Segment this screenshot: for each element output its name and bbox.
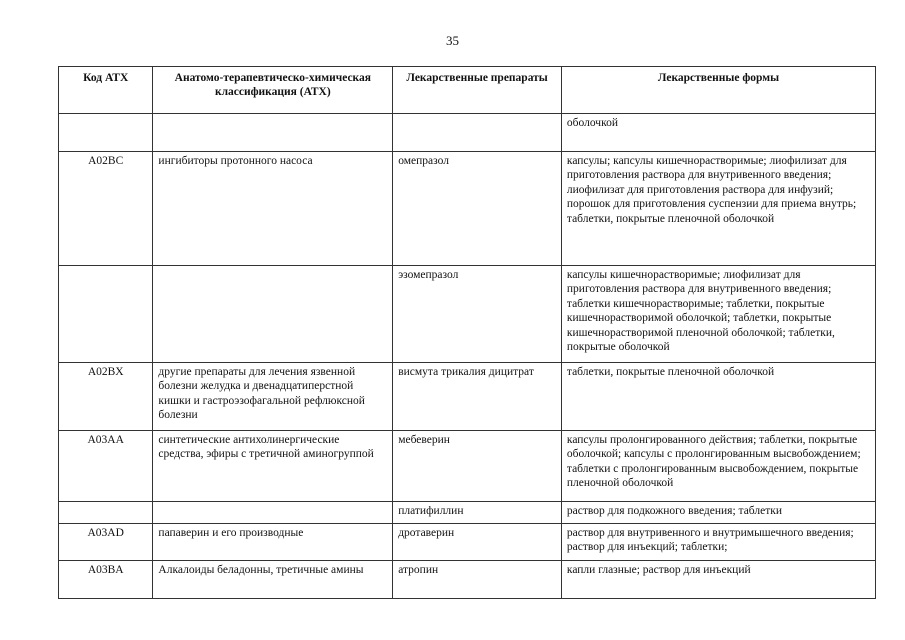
- header-code: Код АТХ: [59, 67, 153, 114]
- cell-drug: омепразол: [393, 152, 562, 266]
- cell-classification: [153, 266, 393, 363]
- cell-drug: мебеверин: [393, 431, 562, 502]
- table-row: [59, 363, 876, 431]
- cell-drug: дротаверин: [393, 524, 562, 561]
- cell-form: капли глазные; раствор для инъекций: [561, 561, 875, 599]
- cell-drug: атропин: [393, 561, 562, 599]
- cell-code: [59, 266, 153, 363]
- cell-classification: другие препараты для лечения язвенной болезни желудка и двенадцатиперстной кишки и гастроэзофагальной рефлюксной болезни: [153, 363, 393, 431]
- cell-form: капсулы пролонгированного действия; таблетки, покрытые оболочкой; капсулы с пролонгированным высвобождением; таблетки с пролонгированным высвобождением, покрытые пленочной оболочкой: [561, 431, 875, 502]
- header-drugs: Лекарственные препараты: [393, 67, 562, 114]
- cell-code: [59, 502, 153, 524]
- page-number: 35: [446, 33, 459, 48]
- cell-classification: папаверин и его производные: [153, 524, 393, 561]
- cell-code: A03AA: [59, 431, 153, 502]
- cell-form: капсулы; капсулы кишечнорастворимые; лиофилизат для приготовления раствора для внутривенного введения; лиофилизат для приготовления раствора для инфузий; порошок для приготовления суспензии для приема внутрь; таблетки, покрытые пленочной оболочкой: [561, 152, 875, 266]
- cell-code: [59, 114, 153, 152]
- cell-classification: [153, 502, 393, 524]
- table-row: [59, 502, 876, 524]
- cell-form: таблетки, покрытые пленочной оболочкой: [561, 363, 875, 431]
- cell-drug: висмута трикалия дицитрат: [393, 363, 562, 431]
- table-row: [59, 561, 876, 599]
- table-row: [59, 266, 876, 363]
- table-row: [59, 431, 876, 502]
- cell-drug: эзомепразол: [393, 266, 562, 363]
- cell-code: A02BX: [59, 363, 153, 431]
- cell-code: A03AD: [59, 524, 153, 561]
- header-forms: Лекарственные формы: [561, 67, 875, 114]
- table-row: [59, 524, 876, 561]
- cell-form: оболочкой: [561, 114, 875, 152]
- table-row: [59, 152, 876, 266]
- cell-classification: [153, 114, 393, 152]
- cell-code: A02BC: [59, 152, 153, 266]
- cell-form: капсулы кишечнорастворимые; лиофилизат для приготовления раствора для внутривенного введения; таблетки кишечнорастворимые; таблетки, покрытые кишечнорастворимой оболочкой; таблетки, покрытые кишечнорастворимой пленочной оболочкой; таблетки, покрытые оболочкой: [561, 266, 875, 363]
- cell-classification: синтетические антихолинергические средства, эфиры с третичной аминогруппой: [153, 431, 393, 502]
- header-classification: Анатомо-терапевтическо-химическая классификация (АТХ): [153, 67, 393, 114]
- cell-classification: Алкалоиды беладонны, третичные амины: [153, 561, 393, 599]
- cell-code: A03BA: [59, 561, 153, 599]
- cell-form: раствор для внутривенного и внутримышечного введения; раствор для инъекций; таблетки;: [561, 524, 875, 561]
- cell-classification: ингибиторы протонного насоса: [153, 152, 393, 266]
- cell-drug: [393, 114, 562, 152]
- atx-table: [58, 66, 876, 599]
- cell-form: раствор для подкожного введения; таблетки: [561, 502, 875, 524]
- table-row: [59, 114, 876, 152]
- table-header-row: [59, 67, 876, 114]
- cell-drug: платифиллин: [393, 502, 562, 524]
